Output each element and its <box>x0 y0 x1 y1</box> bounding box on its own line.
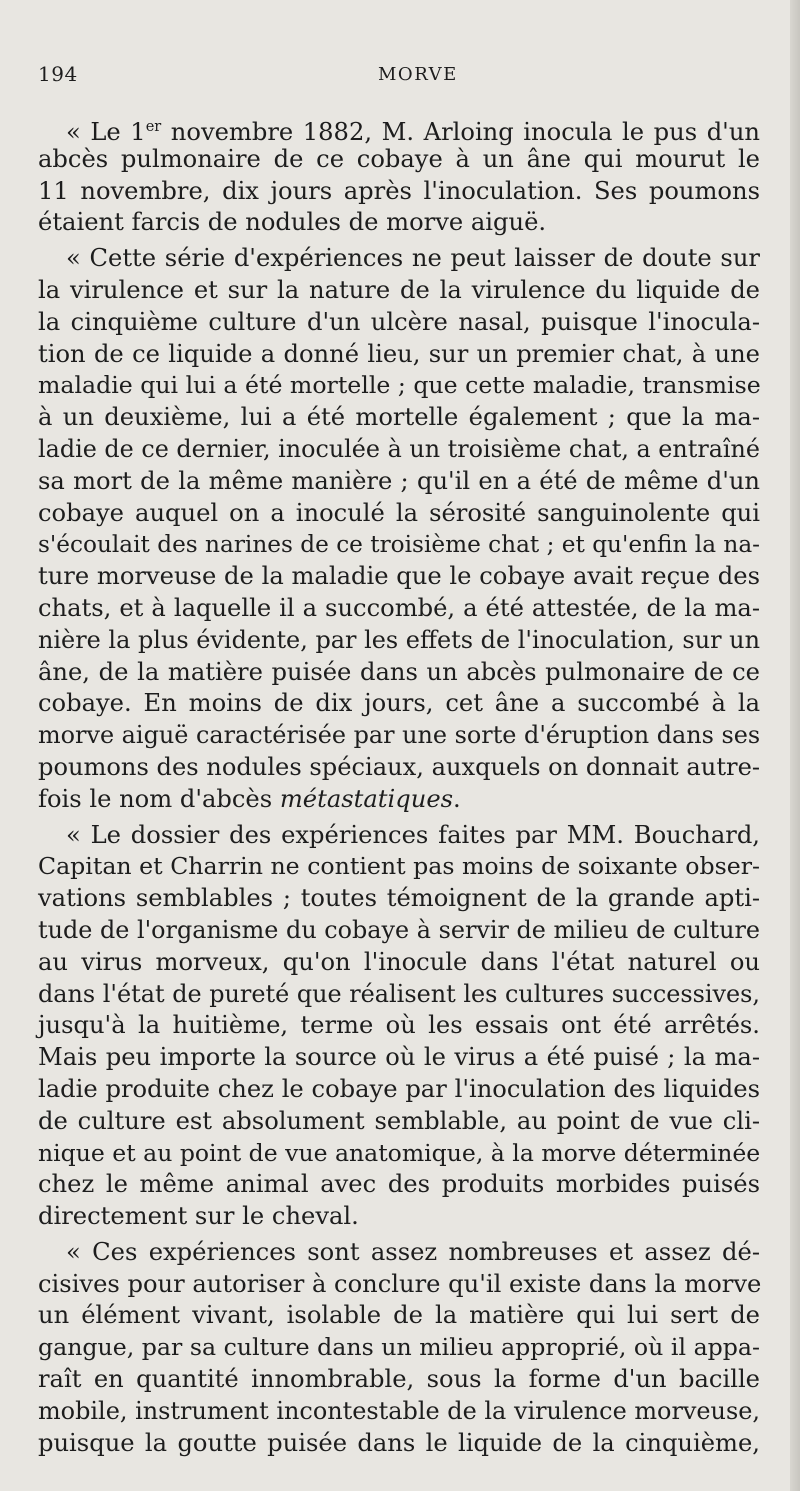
text-line: morve aiguë caractérisée par une sorte d'éruption dans ses <box>38 721 761 750</box>
text-line: abcès pulmonaire de ce cobaye à un âne qui mourut le <box>38 144 760 173</box>
paragraph <box>38 243 760 815</box>
text-line: puisque la goutte puisée dans le liquide de la cinquième, <box>38 1428 760 1457</box>
text-line: étaient farcis de nodules de morve aiguë. <box>38 208 547 237</box>
text-line: Capitan et Charrin ne contient pas moins de soixante obser- <box>38 852 760 881</box>
paragraph <box>38 820 760 1233</box>
text-line: poumons des nodules spéciaux, auxquels on donnait autre- <box>38 752 760 781</box>
page-edge <box>790 0 800 1491</box>
text-line: Mais peu importe la source où le virus a été puisé ; la ma- <box>38 1043 760 1072</box>
text-body <box>38 112 760 1463</box>
text-line: tude de l'organisme du cobaye à servir de milieu de culture <box>38 915 760 944</box>
paragraph <box>38 1237 760 1460</box>
text-line: au virus morveux, qu'on l'inocule dans l'état naturel ou <box>38 947 760 976</box>
page-header <box>38 62 758 92</box>
text-line: directement sur le cheval. <box>38 1202 359 1231</box>
text-line: raît en quantité innombrable, sous la forme d'un bacille <box>38 1365 760 1394</box>
text-line: « Le 1er novembre 1882, M. Arloing inocula le pus d'un <box>66 118 760 147</box>
text-line: nière la plus évidente, par les effets de l'inoculation, sur un <box>38 625 760 654</box>
running-title: MORVE <box>378 64 458 85</box>
text-line: ture morveuse de la maladie que le cobaye avait reçue des <box>38 562 760 591</box>
text-line: mobile, instrument incontestable de la virulence morveuse, <box>38 1396 760 1425</box>
text-line: à un deuxième, lui a été mortelle également ; que la ma- <box>38 403 760 432</box>
text-line: 11 novembre, dix jours après l'inoculation. Ses poumons <box>38 176 760 205</box>
text-line: maladie qui lui a été mortelle ; que cette maladie, transmise <box>38 371 761 400</box>
text-line: fois le nom d'abcès métastatiques. <box>38 784 461 813</box>
text-line: sa mort de la même manière ; qu'il en a été de même d'un <box>38 466 760 495</box>
text-line: dans l'état de pureté que réalisent les cultures successives, <box>38 979 760 1008</box>
text-line: cisives pour autoriser à conclure qu'il existe dans la morve <box>38 1269 762 1298</box>
text-line: nique et au point de vue anatomique, à la morve déterminée <box>38 1138 761 1167</box>
text-line: « Cette série d'expériences ne peut laisser de doute sur <box>66 244 760 273</box>
text-line: un élément vivant, isolable de la matière qui lui sert de <box>38 1301 760 1330</box>
text-line: jusqu'à la huitième, terme où les essais ont été arrêtés. <box>38 1011 760 1040</box>
text-line: la cinquième culture d'un ulcère nasal, puisque l'inocula- <box>38 307 760 336</box>
text-line: cobaye. En moins de dix jours, cet âne a succombé à la <box>38 689 760 718</box>
text-line: de culture est absolument semblable, au point de vue cli- <box>38 1106 760 1135</box>
text-line: chats, et à laquelle il a succombé, a été attestée, de la ma- <box>38 593 760 622</box>
text-line: « Ces expériences sont assez nombreuses et assez dé- <box>66 1237 760 1266</box>
text-line: chez le même animal avec des produits morbides puisés <box>38 1170 760 1199</box>
text-line: ladie de ce dernier, inoculée à un troisième chat, a entraîné <box>38 434 760 463</box>
text-line: âne, de la matière puisée dans un abcès pulmonaire de ce <box>38 657 760 686</box>
text-line: vations semblables ; toutes témoignent de la grande apti- <box>38 884 760 913</box>
text-line: gangue, par sa culture dans un milieu approprié, où il appa- <box>38 1333 760 1362</box>
text-line: tion de ce liquide a donné lieu, sur un premier chat, à une <box>38 339 760 368</box>
text-line: cobaye auquel on a inoculé la sérosité sanguinolente qui <box>38 498 760 527</box>
page-number: 194 <box>38 62 78 86</box>
paragraph <box>38 112 760 239</box>
text-line: la virulence et sur la nature de la virulence du liquide de <box>38 275 760 304</box>
text-line: ladie produite chez le cobaye par l'inoculation des liquides <box>38 1074 760 1103</box>
text-line: s'écoulait des narines de ce troisième chat ; et qu'enfin la na- <box>38 531 760 559</box>
text-line: « Le dossier des expériences faites par MM. Bouchard, <box>66 820 760 849</box>
